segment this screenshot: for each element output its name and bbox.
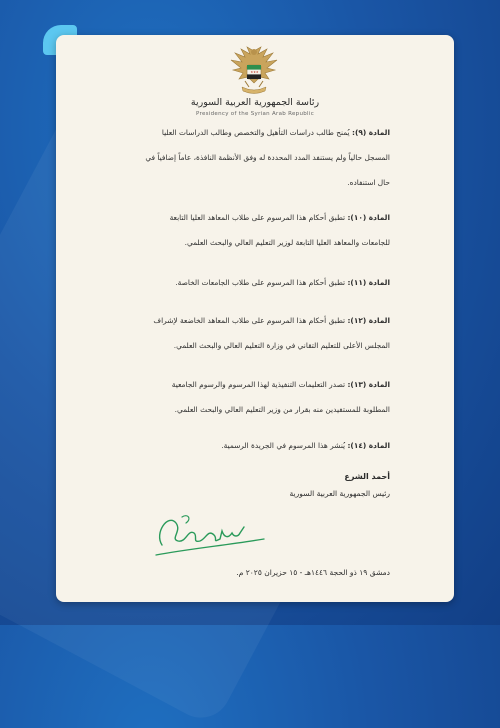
handwritten-signature	[148, 503, 268, 563]
article-label: المادة (١٢):	[347, 316, 390, 325]
article-13	[172, 379, 390, 415]
article-text: للجامعات والمعاهد العليا التابعة لوزير التعليم العالي والبحث العلمي.	[184, 238, 390, 247]
signatory-title: رئيس الجمهورية العربية السورية	[289, 489, 390, 498]
signatory-name: أحمد الشرع	[344, 472, 390, 481]
date-line: دمشق ١٩ ذو الحجة ١٤٤٦هـ - ١٥ حزيران ٢٠٢٥ م.	[236, 568, 390, 577]
article-label: المادة (١٠):	[347, 213, 390, 222]
svg-text:★★★: ★★★	[250, 70, 259, 74]
article-text: تطبق أحكام هذا المرسوم على طلاب المعاهد العليا التابعة	[169, 213, 346, 222]
article-10	[170, 212, 390, 248]
article-14	[221, 440, 390, 451]
article-text: المجلس الأعلى للتعليم التقاني في وزارة التعليم العالي والبحث العلمي.	[173, 341, 390, 350]
article-text: تطبق أحكام هذا المرسوم على طلاب المعاهد الخاضعة لإشراف	[153, 316, 346, 325]
article-text: المسجل حالياً ولم يستنفد المدد المحددة له وفق الأنظمة النافذة، عاماً إضافياً في	[145, 153, 390, 162]
article-text: تطبق أحكام هذا المرسوم على طلاب الجامعات الخاصة.	[175, 278, 346, 287]
header-title-english: Presidency of the Syrian Arab Republic	[195, 111, 315, 117]
article-label: المادة (١١):	[347, 278, 390, 287]
article-9	[145, 127, 390, 188]
article-text: حال استنفاده.	[347, 178, 390, 187]
article-text: يُمنح طالب دراسات التأهيل والتخصص وطالب الدراسات العليا	[161, 128, 350, 137]
article-text: تصدر التعليمات التنفيذية لهذا المرسوم والرسوم الجامعية	[171, 380, 346, 389]
article-text: المطلوبة للمستفيدين منه بقرار من وزير التعليم العالي والبحث العلمي.	[174, 405, 390, 414]
header-title-arabic: رئاسة الجمهورية العربية السورية	[190, 97, 320, 108]
syrian-eagle-emblem-icon	[225, 43, 283, 103]
article-12	[153, 315, 390, 351]
article-label: المادة (١٤):	[347, 441, 390, 450]
article-11	[175, 277, 390, 288]
article-text: يُنشر هذا المرسوم في الجريدة الرسمية.	[221, 441, 346, 450]
article-label: المادة (٩):	[351, 128, 390, 137]
decree-document	[56, 35, 454, 602]
article-label: المادة (١٣):	[347, 380, 390, 389]
